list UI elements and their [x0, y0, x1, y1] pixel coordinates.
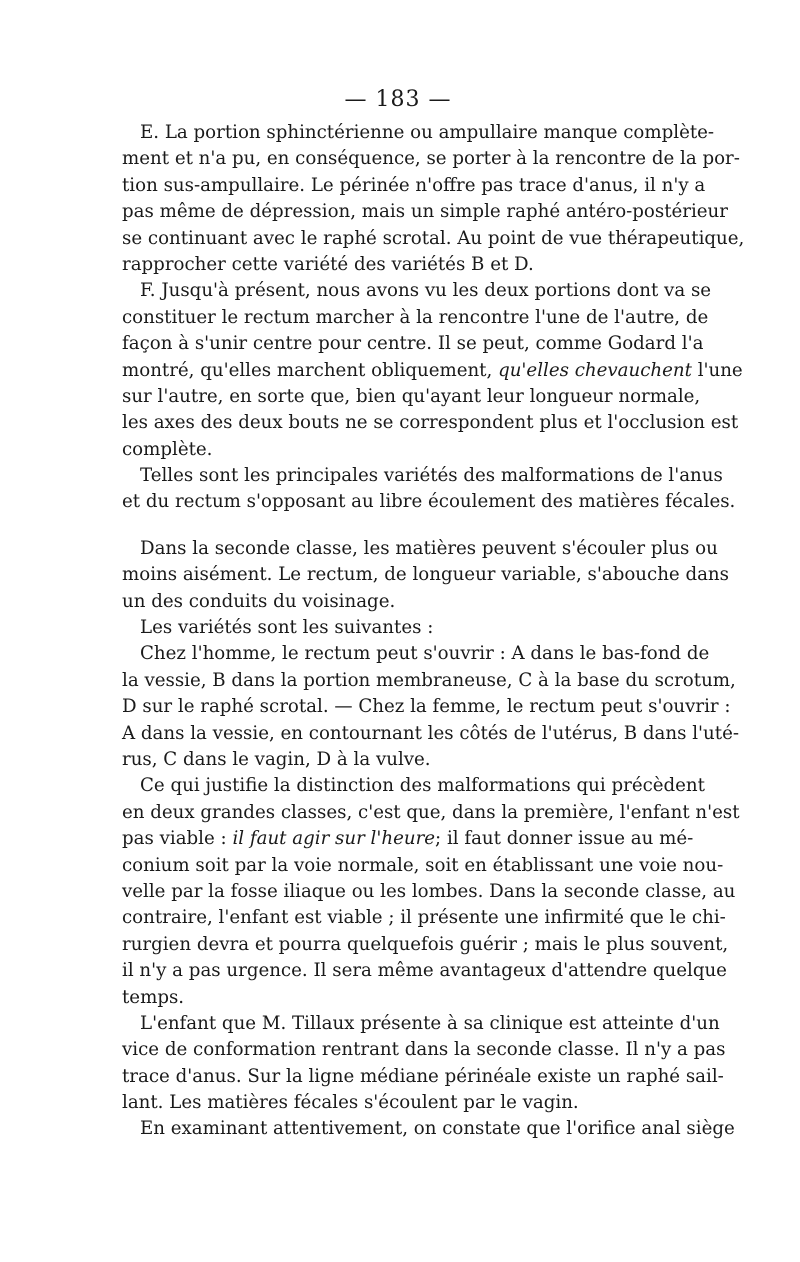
- text-segment: montré, qu'elles marchent obliquement,: [122, 359, 493, 381]
- page-number: — 183 —: [344, 87, 452, 112]
- paragraph-summary: [122, 463, 736, 516]
- text-line-with-italic: [122, 826, 694, 852]
- text-line: Telles sont les principales variétés des malformations de l'anus: [140, 465, 723, 487]
- text-line: lant. Les matières fécales s'écoulent par le vagin.: [122, 1092, 579, 1114]
- book-page: [122, 86, 745, 1143]
- text-line: en deux grandes classes, c'est que, dans la première, l'enfant n'est: [122, 801, 740, 823]
- text-line: pas même de dépression, mais un simple raphé antéro-postérieur: [122, 201, 728, 223]
- text-line: moins aisément. Le rectum, de longueur variable, s'abouche dans: [122, 564, 729, 586]
- text-line: vice de conformation rentrant dans la seconde classe. Il n'y a pas: [122, 1039, 726, 1061]
- paragraph-justification: [122, 773, 740, 1011]
- text-line: Chez l'homme, le rectum peut s'ouvrir : A dans le bas-fond de: [140, 643, 710, 665]
- paragraph-f: [122, 278, 743, 463]
- text-line: D sur le raphé scrotal. — Chez la femme, le rectum peut s'ouvrir :: [122, 696, 731, 718]
- text-line: ment et n'a pu, en conséquence, se porter à la rencontre de la por-: [122, 148, 740, 170]
- text-line: il n'y a pas urgence. Il sera même avantageux d'attendre quelque: [122, 960, 727, 982]
- paragraph-tillaux-case: [122, 1011, 735, 1143]
- text-line: En examinant attentivement, on constate que l'orifice anal siège: [140, 1118, 735, 1140]
- paragraph-e: [122, 120, 745, 278]
- text-line: se continuant avec le raphé scrotal. Au point de vue thérapeutique,: [122, 227, 745, 249]
- text-line-with-italic: [122, 358, 743, 384]
- text-segment: pas viable :: [122, 828, 227, 850]
- paragraph-second-class: [122, 536, 729, 615]
- text-line: contraire, l'enfant est viable ; il présente une infirmité que le chi-: [122, 907, 726, 929]
- text-line: F. Jusqu'à présent, nous avons vu les deux portions dont va se: [140, 280, 712, 302]
- text-line: rurgien devra et pourra quelquefois guérir ; mais le plus souvent,: [122, 933, 729, 955]
- text-line: Les variétés sont les suivantes :: [140, 617, 434, 639]
- text-line: façon à s'unir centre pour centre. Il se peut, comme Godard l'a: [122, 333, 704, 355]
- text-line: Ce qui justifie la distinction des malformations qui précèdent: [140, 775, 705, 797]
- text-segment: l'une: [697, 359, 743, 381]
- text-line: sur l'autre, en sorte que, bien qu'ayant leur longueur normale,: [122, 385, 701, 407]
- paragraph-varieties-intro: [122, 615, 674, 641]
- text-line: constituer le rectum marcher à la rencontre l'une de l'autre, de: [122, 306, 709, 328]
- text-line: temps.: [122, 986, 185, 1008]
- text-segment: ; il faut donner issue au mé-: [435, 828, 694, 850]
- text-line: un des conduits du voisinage.: [122, 590, 396, 612]
- text-line: tion sus-ampullaire. Le périnée n'offre pas trace d'anus, il n'y a: [122, 174, 706, 196]
- text-line: velle par la fosse iliaque ou les lombes. Dans la seconde classe, au: [122, 880, 736, 902]
- paragraph-varieties: [122, 641, 739, 773]
- text-line: Dans la seconde classe, les matières peuvent s'écouler plus ou: [140, 537, 718, 559]
- text-line: conium soit par la voie normale, soit en établissant une voie nou-: [122, 854, 724, 876]
- text-line: la vessie, B dans la portion membraneuse, C à la base du scrotum,: [122, 669, 736, 691]
- text-line: complète.: [122, 438, 213, 460]
- italic-phrase: qu'elles chevauchent: [498, 359, 692, 381]
- text-line: E. La portion sphinctérienne ou ampullaire manque complète-: [140, 122, 715, 143]
- italic-phrase: il faut agir sur l'heure: [232, 828, 436, 850]
- text-line: et du rectum s'opposant au libre écoulement des matières fécales.: [122, 491, 736, 513]
- text-line: trace d'anus. Sur la ligne médiane périnéale existe un raphé sail-: [122, 1065, 724, 1087]
- text-line: rapprocher cette variété des variétés B et D.: [122, 253, 534, 275]
- text-line: rus, C dans le vagin, D à la vulve.: [122, 748, 431, 770]
- text-line: les axes des deux bouts ne se correspondent plus et l'occlusion est: [122, 412, 739, 434]
- section-gap: [122, 516, 674, 536]
- text-line: A dans la vessie, en contournant les côtés de l'utérus, B dans l'uté-: [122, 722, 739, 744]
- text-line: L'enfant que M. Tillaux présente à sa clinique est atteinte d'un: [140, 1012, 720, 1034]
